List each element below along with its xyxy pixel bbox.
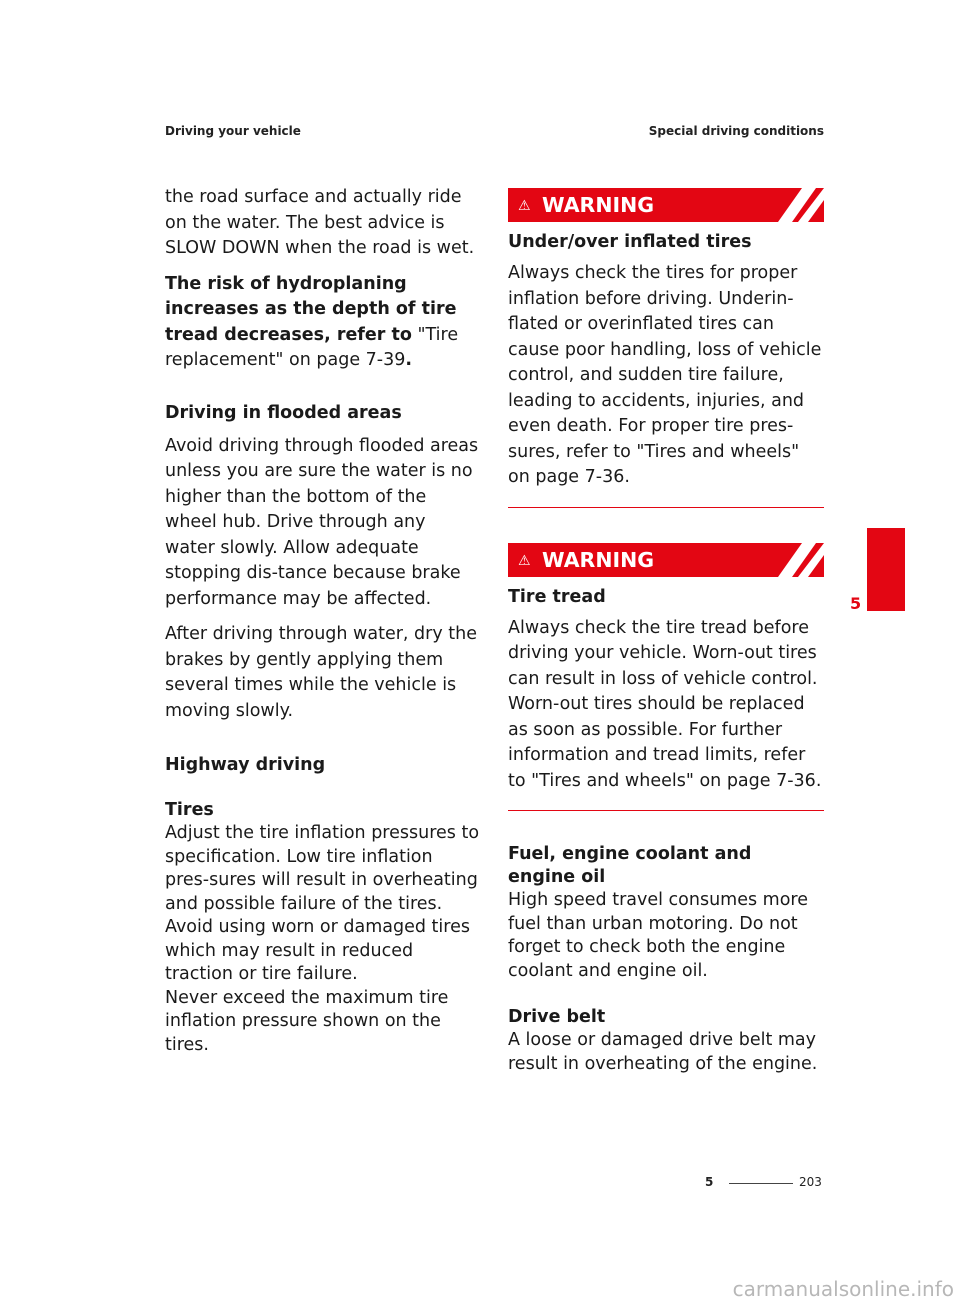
chapter-tab (867, 528, 905, 611)
warning-label: WARNING (542, 547, 655, 572)
warning-box-inflation (508, 188, 824, 508)
paragraph-tire-pressure: Adjust the tire inflation pressures to specification. Low tire inflation pres-sures will result in overheating and possible failure of the tires. (165, 823, 480, 914)
running-header-section: Special driving conditions (648, 124, 824, 138)
footer-page-number: 203 (799, 1175, 822, 1189)
running-header-chapter: Driving your vehicle (165, 124, 301, 138)
heading-fuel-coolant-oil: Fuel, engine coolant and engine oil (508, 844, 752, 887)
warning-text: Always check the tire tread before driving your vehicle. Worn-out tires can result in loss of vehicle control. Worn-out tires should be replaced as soon as possible. For further information and tread limits, refer to "Tires and wheels" on page 7-36. (508, 617, 822, 791)
heading-drive-belt: Drive belt (508, 1007, 606, 1027)
left-column (165, 185, 480, 1057)
heading-tires: Tires (165, 800, 214, 820)
footer-chapter-number: 5 (705, 1175, 714, 1189)
paragraph-flooded-areas: Avoid driving through flooded areas unless you are sure the water is no higher than the bottom of the wheel hub. Drive through any water slowly. Allow adequate stopping dis-tance because brake performance may be affected. (165, 435, 479, 609)
paragraph-fuel: High speed travel consumes more fuel than urban motoring. Do not forget to check both the engine coolant and engine oil. (508, 890, 808, 981)
paragraph-dry-brakes: After driving through water, dry the brakes by gently applying them several times while the vehicle is moving slowly. (165, 624, 477, 721)
warning-triangle-icon: ⚠ (518, 198, 531, 214)
warning-title: Under/over inflated tires (508, 232, 752, 252)
warning-slash-stripes (772, 543, 824, 577)
warning-text: Always check the tires for proper inflation before driving. Underin-flated or overinflated tires can cause poor handling, loss of vehicle control, and sudden tire failure, leading to accidents, injuries, and even death. For proper tire pres-sures, refer to "Tires and wheels" on page 7-36. (508, 263, 822, 487)
chapter-tab-number: 5 (850, 594, 862, 613)
watermark: carmanualsonline.info (732, 1277, 954, 1301)
warning-box-tread (508, 543, 824, 812)
warning-slash-stripes (772, 188, 824, 222)
paragraph-drive-belt: A loose or damaged drive belt may result in overheating of the engine. (508, 1030, 818, 1074)
paragraph-max-pressure: Never exceed the maximum tire inflation pressure shown on the tires. (165, 987, 449, 1055)
warning-banner (508, 188, 824, 222)
period: . (405, 350, 413, 370)
heading-highway-driving: Highway driving (165, 755, 326, 775)
hydroplaning-bold-text: The risk of hydroplaning increases as the depth of tire tread decreases, refer to (165, 273, 457, 345)
paragraph-road-surface: the road surface and actually ride on the water. The best advice is SLOW DOWN when the road is wet. (165, 187, 475, 258)
footer-divider (729, 1183, 793, 1184)
heading-flooded-areas: Driving in flooded areas (165, 402, 402, 423)
warning-triangle-icon: ⚠ (518, 552, 531, 569)
right-column (508, 185, 824, 1076)
tire-replacement-reference: "Tire replacement" on page 7-39 (165, 324, 459, 370)
warning-label: WARNING (542, 193, 655, 217)
paragraph-worn-tires: Avoid using worn or damaged tires which may result in reduced traction or tire failure. (165, 917, 470, 984)
warning-banner (508, 543, 824, 577)
paragraph-hydroplaning-risk (165, 272, 480, 374)
warning-title: Tire tread (508, 586, 606, 607)
